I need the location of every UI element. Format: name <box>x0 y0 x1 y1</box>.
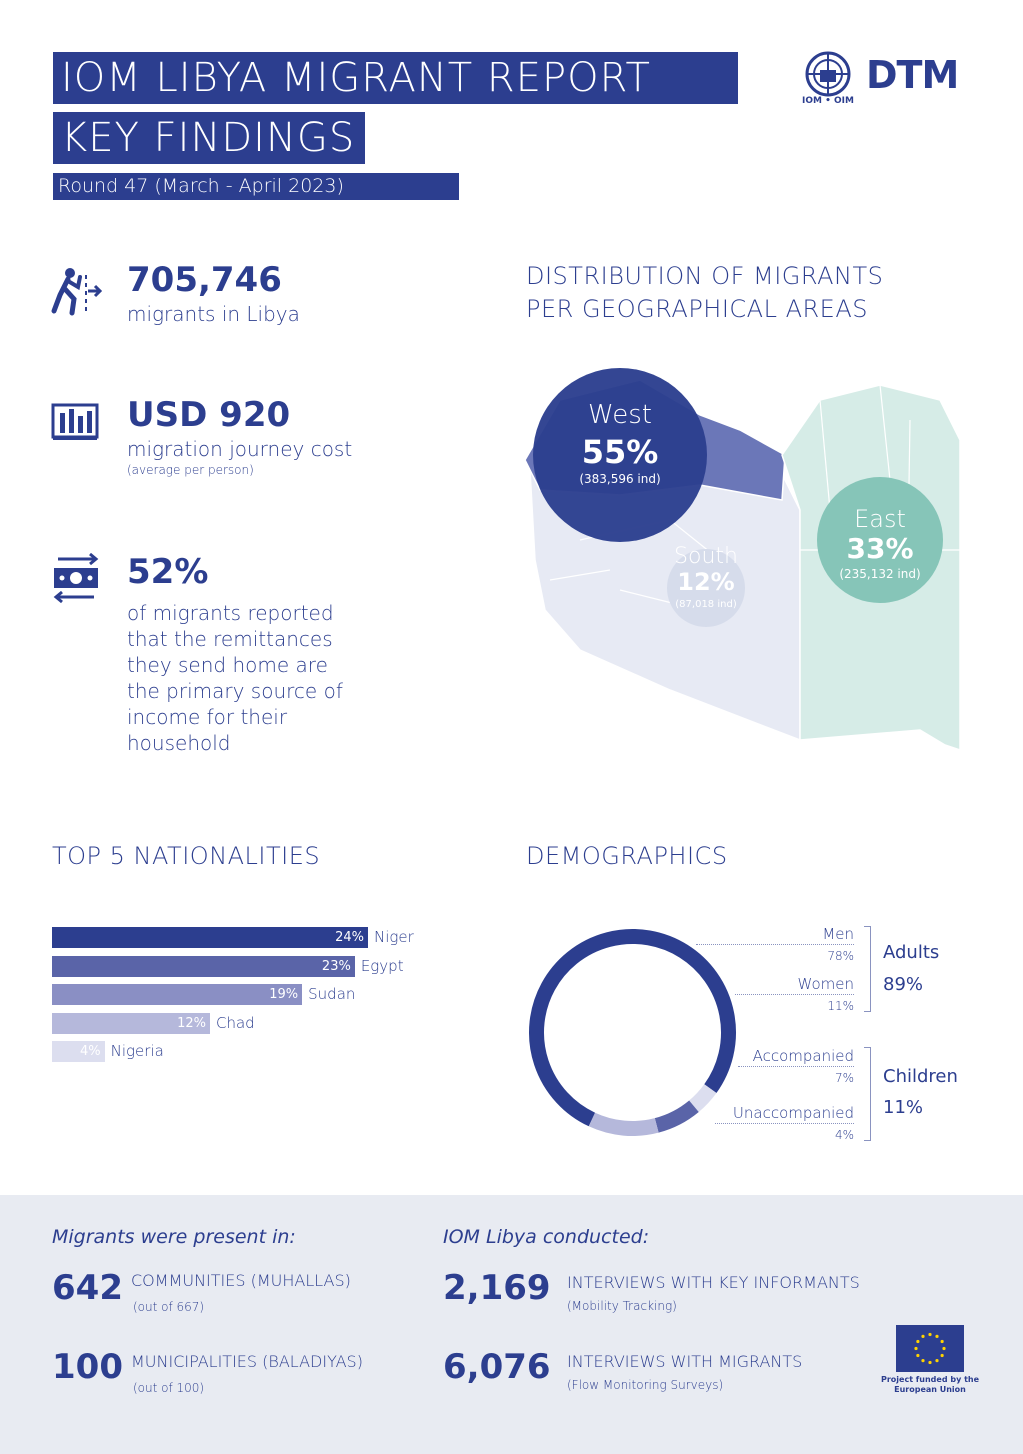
municipalities-note: (out of 100) <box>133 1381 205 1395</box>
donut-segment-women <box>592 1120 657 1129</box>
bar-pct-nigeria: 4% <box>80 1044 101 1059</box>
municipalities-value: 100 <box>52 1347 123 1387</box>
conducted-heading: IOM Libya conducted: <box>443 1226 650 1248</box>
money-transfer-icon <box>50 553 102 605</box>
south-label: South <box>674 544 738 569</box>
report-subtitle: KEY FINDINGS <box>53 112 365 164</box>
communities-label: COMMUNITIES (MUHALLAS) <box>131 1271 351 1290</box>
municipalities-label: MUNICIPALITIES (BALADIYAS) <box>131 1352 363 1371</box>
communities-value: 642 <box>52 1268 123 1308</box>
children-label: Children <box>883 1066 958 1087</box>
unaccompanied-pct: 4% <box>834 1128 854 1142</box>
men-pct: 78% <box>827 949 854 963</box>
dtm-logo: DTM <box>866 53 959 97</box>
bar-label-chad: Chad <box>216 1013 255 1032</box>
demographics-donut-chart <box>525 925 740 1140</box>
distribution-title-line1: DISTRIBUTION OF MIGRANTS <box>526 262 884 290</box>
eu-flag-icon <box>896 1325 964 1372</box>
donut-segment-accompanied <box>657 1106 694 1125</box>
east-ind: (235,132 ind) <box>839 567 921 581</box>
adults-label: Adults <box>883 942 940 963</box>
west-pct: 55% <box>581 433 659 471</box>
bar-label-sudan: Sudan <box>308 985 356 1003</box>
unaccompanied-label: Unaccompanied <box>732 1104 854 1122</box>
bar-pct-egypt: 23% <box>321 958 351 974</box>
key-informants-note: (Mobility Tracking) <box>567 1299 677 1313</box>
west-ind: (383,596 ind) <box>579 472 661 486</box>
key-informants-value: 2,169 <box>443 1268 551 1308</box>
east-label: East <box>854 505 906 533</box>
migrants-count: 705,746 <box>127 260 282 300</box>
key-informants-label: INTERVIEWS WITH KEY INFORMANTS <box>567 1273 860 1292</box>
east-pct: 33% <box>846 532 914 565</box>
distribution-title-line2: PER GEOGRAPHICAL AREAS <box>526 295 868 323</box>
bar-label-egypt: Egypt <box>360 956 404 975</box>
children-bracket <box>864 1047 871 1141</box>
journey-cost-note: (average per person) <box>127 463 254 477</box>
report-round: Round 47 (March - April 2023) <box>53 173 459 200</box>
women-pct: 11% <box>827 999 854 1013</box>
south-pct: 12% <box>677 568 735 596</box>
eu-funding-credit: Project funded by the European Union <box>880 1375 980 1394</box>
women-label: Women <box>797 975 854 993</box>
bar-pct-niger: 24% <box>335 930 364 945</box>
demographics-title: DEMOGRAPHICS <box>526 842 728 870</box>
cost-chart-icon <box>50 400 102 452</box>
donut-segment-unaccompanied <box>694 1089 710 1107</box>
migrant-walking-icon <box>50 265 102 317</box>
accompanied-label: Accompanied <box>752 1047 854 1065</box>
bar-pct-chad: 12% <box>177 1015 206 1031</box>
present-in-heading: Migrants were present in: <box>52 1226 296 1248</box>
accompanied-pct: 7% <box>834 1071 854 1085</box>
adults-pct: 89% <box>883 974 924 995</box>
bar-label-nigeria: Nigeria <box>110 1042 164 1060</box>
adults-bracket <box>864 926 871 1012</box>
migrant-interviews-label: INTERVIEWS WITH MIGRANTS <box>567 1352 803 1371</box>
south-ind: (87,018 ind) <box>675 599 737 610</box>
report-title: IOM LIBYA MIGRANT REPORT <box>53 52 738 104</box>
migrants-count-label: migrants in Libya <box>127 302 300 326</box>
migrant-interviews-note: (Flow Monitoring Surveys) <box>567 1378 724 1392</box>
journey-cost-value: USD 920 <box>127 395 291 435</box>
communities-note: (out of 667) <box>133 1300 205 1314</box>
children-pct: 11% <box>883 1097 924 1118</box>
iom-logo-label: IOM • OIM <box>802 96 854 106</box>
remittances-value: 52% <box>127 552 209 592</box>
nationalities-title: TOP 5 NATIONALITIES <box>52 842 321 870</box>
migrant-interviews-value: 6,076 <box>443 1347 551 1387</box>
west-label: West <box>588 400 652 430</box>
men-label: Men <box>822 925 854 943</box>
bar-pct-sudan: 19% <box>269 987 299 1002</box>
remittances-label: of migrants reported that the remittances they send home are the primary source of income for their household <box>127 601 343 755</box>
journey-cost-label: migration journey cost <box>127 437 353 461</box>
bar-label-niger: Niger <box>374 928 414 946</box>
